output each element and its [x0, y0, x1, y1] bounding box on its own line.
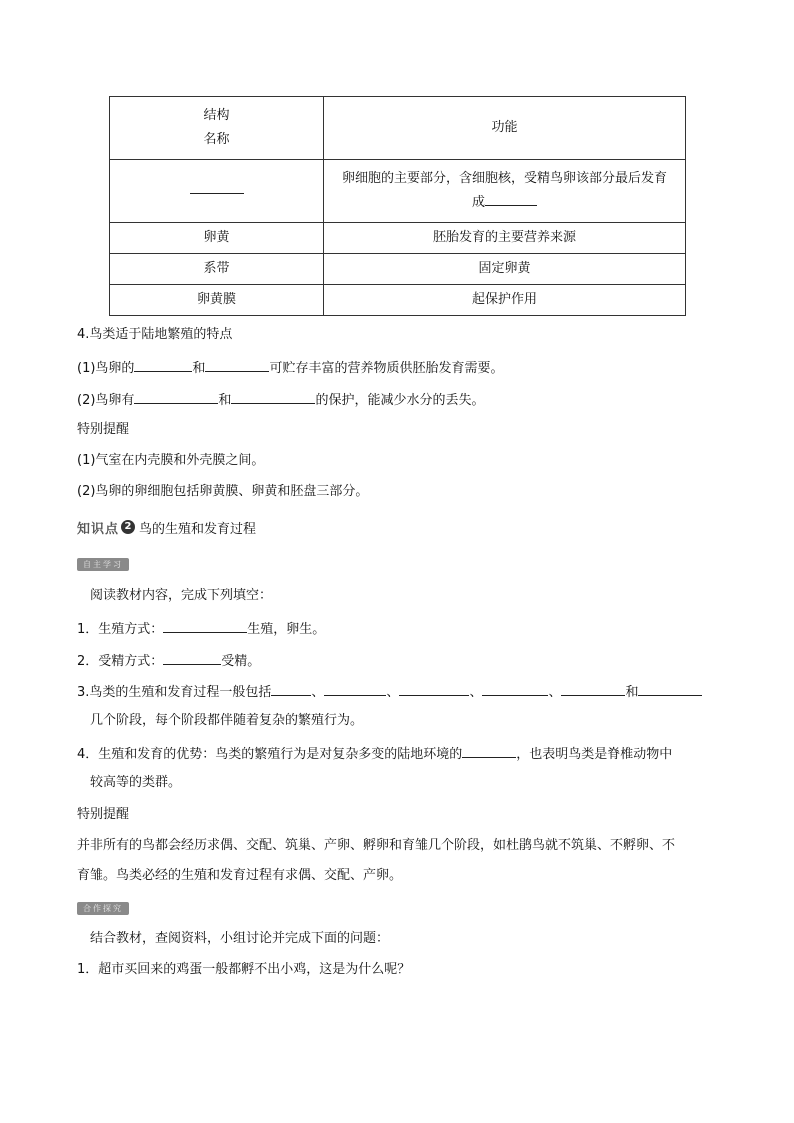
self-study-tag: 自主学习 — [77, 558, 129, 571]
function-cell: 固定卵黄 — [324, 254, 686, 285]
fill-blank[interactable] — [163, 650, 221, 665]
tip1-line2: (2)鸟卵的卵细胞包括卵黄膜、卵黄和胚盘三部分。 — [77, 484, 369, 499]
function-cell: 起保护作用 — [324, 285, 686, 316]
function-line1: 卵细胞的主要部分，含细胞核，受精鸟卵该部分最后发育 — [341, 171, 667, 186]
fill-blank[interactable] — [399, 681, 469, 696]
structure-name-cell: 卵黄 — [110, 223, 324, 254]
question-3: 3.鸟类的生殖和发育过程一般包括 、 、 、 、 和 — [77, 681, 702, 702]
knowledge-point-number-icon: 2 — [121, 520, 135, 534]
structure-name-cell: 卵黄膜 — [110, 285, 324, 316]
table-row — [110, 254, 686, 285]
fill-blank[interactable] — [134, 389, 218, 404]
fill-blank[interactable] — [231, 389, 315, 404]
question-1: 1．生殖方式： 生殖，卵生。 — [77, 618, 325, 639]
fill-blank[interactable] — [163, 618, 247, 633]
discussion-intro: 结合教材，查阅资料，小组讨论并完成下面的问题： — [90, 931, 390, 946]
function-cell — [324, 160, 686, 223]
table-row — [110, 285, 686, 316]
header-struct-line1: 结构 — [203, 108, 230, 123]
question-3-line2: 几个阶段，每个阶段都伴随着复杂的繁殖行为。 — [90, 713, 364, 728]
fill-blank[interactable] — [324, 681, 386, 696]
tip2-heading: 特别提醒 — [77, 807, 130, 822]
fill-blank[interactable] — [205, 357, 269, 372]
tip1-line1: (1)气室在内壳膜和外壳膜之间。 — [77, 453, 265, 468]
fill-blank[interactable] — [190, 179, 244, 194]
fill-blank[interactable] — [271, 681, 311, 696]
table-row — [110, 160, 686, 223]
fill-blank[interactable] — [638, 681, 702, 696]
fill-blank[interactable] — [561, 681, 625, 696]
table-header-row — [110, 97, 686, 160]
structure-name-cell: 系带 — [110, 254, 324, 285]
fill-blank[interactable] — [462, 743, 516, 758]
header-function: 功能 — [324, 97, 686, 160]
function-cell: 胚胎发育的主要营养来源 — [324, 223, 686, 254]
knowledge-point-heading — [77, 516, 256, 538]
fill-blank[interactable] — [485, 191, 537, 206]
cooperative-inquiry-tag: 合作探究 — [77, 902, 129, 915]
section4-item1: (1)鸟卵的 和 可贮存丰富的营养物质供胚胎发育需要。 — [77, 357, 503, 378]
header-struct-line2: 名称 — [203, 132, 230, 147]
section4-heading: 4.鸟类适于陆地繁殖的特点 — [77, 327, 233, 342]
table-row — [110, 223, 686, 254]
tip2-line1: 并非所有的鸟都会经历求偶、交配、筑巢、产卵、孵卵和育雏几个阶段，如杜鹃鸟就不筑巢、不孵卵、不 — [77, 838, 676, 853]
fill-blank[interactable] — [482, 681, 548, 696]
knowledge-point-label: 知识点 — [77, 521, 120, 537]
question-2: 2．受精方式： 受精。 — [77, 650, 260, 671]
header-structure-name — [110, 97, 324, 160]
discussion-question-1: 1．超市买回来的鸡蛋一般都孵不出小鸡，这是为什么呢？ — [77, 962, 411, 977]
tip2-line2: 育雏。鸟类必经的生殖和发育过程有求偶、交配、产卵。 — [77, 868, 403, 883]
question-4: 4．生殖和发育的优势：鸟类的繁殖行为是对复杂多变的陆地环境的 ，也表明鸟类是脊椎动物中 — [77, 743, 672, 764]
tip1-heading: 特别提醒 — [77, 422, 130, 437]
fill-blank[interactable] — [134, 357, 192, 372]
function-line2: 成 — [330, 191, 679, 215]
egg-structure-table — [109, 96, 686, 316]
knowledge-point-title: 鸟的生殖和发育过程 — [139, 521, 257, 537]
question-4-line2: 较高等的类群。 — [90, 775, 182, 790]
section4-item2: (2)鸟卵有 和 的保护，能减少水分的丢失。 — [77, 389, 484, 410]
intro-text: 阅读教材内容，完成下列填空： — [90, 588, 273, 603]
blank-structure-cell — [110, 160, 324, 223]
